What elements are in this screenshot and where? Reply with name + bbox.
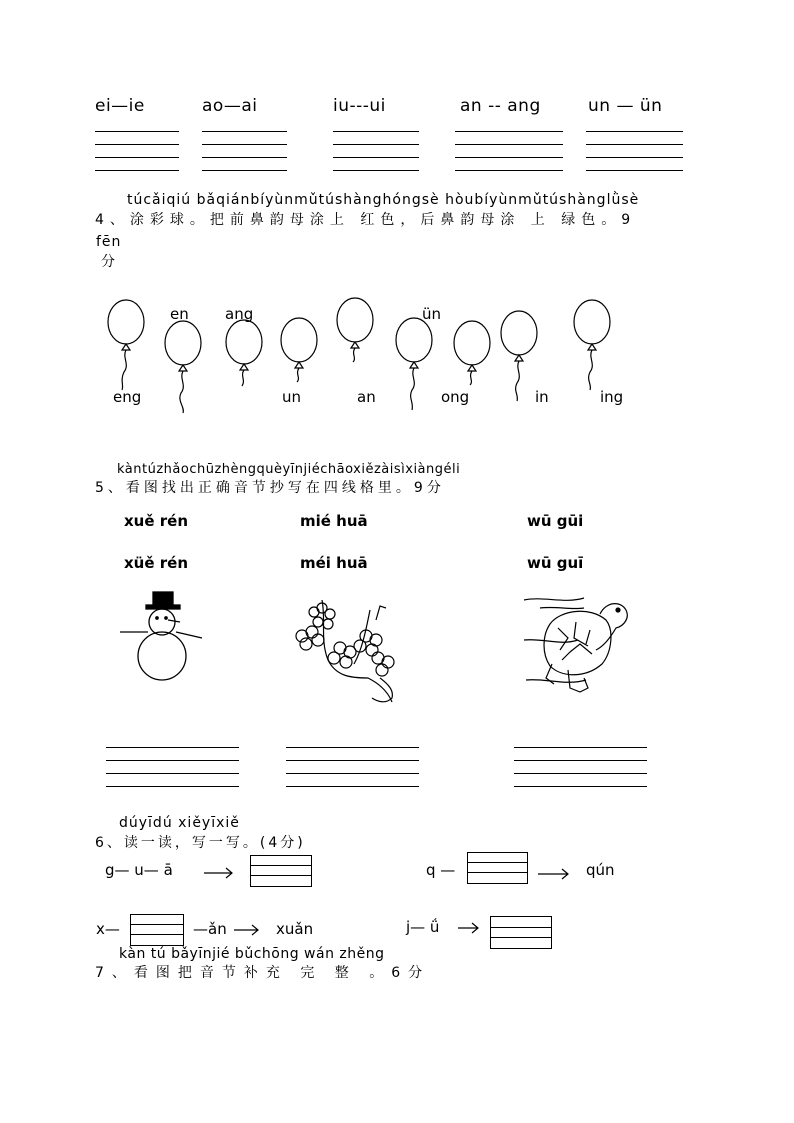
flower-icon xyxy=(296,626,324,650)
balloon xyxy=(454,321,490,365)
balloon-label: eng xyxy=(113,388,142,406)
balloon-label: in xyxy=(535,388,549,406)
answer-box[interactable] xyxy=(130,914,184,946)
q5-pinyin: kàntúzhǎochūzhèngquèyīnjiéchāoxiězàisìxiàngéli xyxy=(117,462,461,477)
flower-icon xyxy=(309,603,335,629)
pair-ei-ie: ei—ie xyxy=(95,96,145,116)
q6-instruction: 6、读一读，写一写。(4分) xyxy=(95,835,306,851)
q4-instruction: 4、涂彩球。把前鼻韵母涂上 红色，后鼻韵母涂 上 绿色。9 xyxy=(95,212,637,228)
balloon-label: en xyxy=(170,305,189,323)
answer-box[interactable] xyxy=(490,916,552,949)
q4-pinyin: túcǎiqiú bǎqiánbíyùnmǔtúshànghóngsè hòubíyùnmǔtúshànglǜsè xyxy=(127,192,640,208)
option-snowman-1[interactable]: xuě rén xyxy=(124,512,188,530)
answer-box[interactable] xyxy=(250,855,312,887)
balloon-label: ün xyxy=(422,305,442,323)
pair-ao-ai: ao—ai xyxy=(202,96,258,116)
four-line-grid[interactable] xyxy=(95,131,179,171)
balloon-label: un xyxy=(282,388,302,406)
spell-item-2-result: qún xyxy=(586,861,615,879)
four-line-grid[interactable] xyxy=(286,747,419,787)
balloon-label: ing xyxy=(600,388,624,406)
q5-instruction: 5、看图找出正确音节抄写在四线格里。9分 xyxy=(95,480,445,496)
four-line-grid[interactable] xyxy=(514,747,647,787)
option-plum-2[interactable]: méi huā xyxy=(300,554,368,572)
spell-item-2-prefix: q — xyxy=(426,861,456,879)
pair-an-ang: an -- ang xyxy=(460,96,541,116)
balloon-label: ong xyxy=(441,388,470,406)
balloon xyxy=(281,318,317,362)
q4-fen: 分 xyxy=(101,254,116,270)
option-turtle-2[interactable]: wū guī xyxy=(527,554,584,572)
spell-item-3-prefix: x— xyxy=(96,920,120,938)
balloon xyxy=(337,298,373,342)
option-snowman-2[interactable]: xüě rén xyxy=(124,554,188,572)
q6-pinyin: dúyīdú xiěyīxiě xyxy=(119,815,240,831)
q7-instruction: 7、看图把音节补充 完 整 。6分 xyxy=(95,965,431,981)
balloon xyxy=(108,300,144,344)
balloon xyxy=(165,321,201,365)
flower-icon xyxy=(354,630,382,656)
flower-icon xyxy=(328,642,356,668)
four-line-grid[interactable] xyxy=(333,131,419,171)
four-line-grid[interactable] xyxy=(455,131,563,171)
balloon xyxy=(396,318,432,362)
balloon xyxy=(501,311,537,355)
four-line-grid[interactable] xyxy=(202,131,287,171)
q4-fen-pinyin: fēn xyxy=(96,234,122,250)
answer-box[interactable] xyxy=(467,852,528,884)
spell-item-3-middle: —ǎn xyxy=(193,920,227,938)
spell-item-3-result: xuǎn xyxy=(276,920,314,938)
four-line-grid[interactable] xyxy=(106,747,239,787)
pair-iu-ui: iu---ui xyxy=(333,96,386,116)
option-turtle-1[interactable]: wū gūi xyxy=(527,512,584,530)
balloon-label: ang xyxy=(225,305,254,323)
four-line-grid[interactable] xyxy=(586,131,683,171)
q7-pinyin: kàn tú bǎyīnjié bǔchōng wán zhěng xyxy=(119,946,385,962)
spell-item-1: g— u— ā xyxy=(105,861,173,879)
balloon-label: an xyxy=(357,388,376,406)
option-plum-1[interactable]: mié huā xyxy=(300,512,368,530)
pair-un-un: un — ün xyxy=(588,96,663,116)
balloon xyxy=(574,300,610,344)
spell-item-4: j— ǘ xyxy=(406,918,440,936)
balloon xyxy=(226,320,262,364)
flower-icon xyxy=(372,652,394,676)
